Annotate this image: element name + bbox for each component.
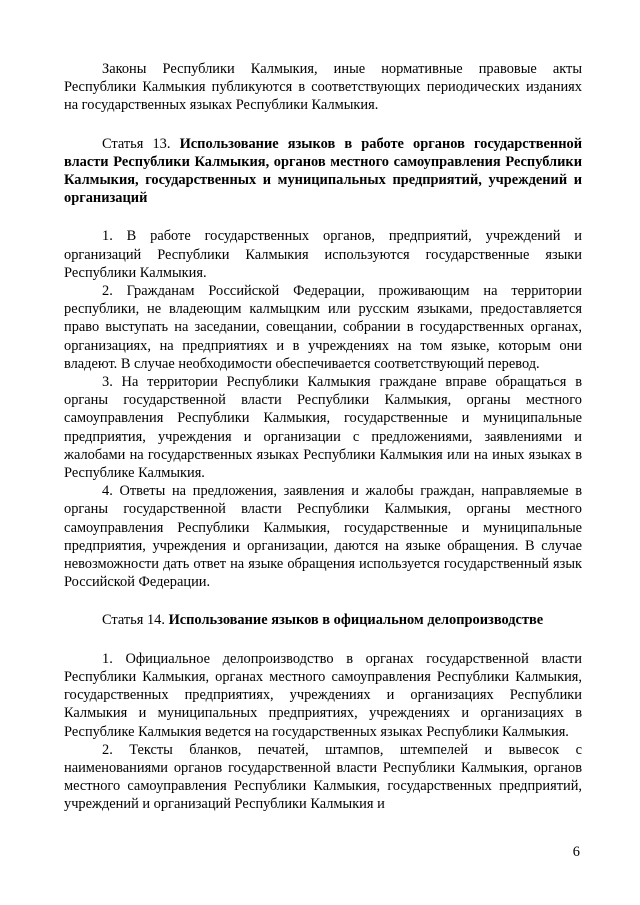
article-14-paragraph-2: 2. Тексты бланков, печатей, штампов, штемпелей и вывесок с наименованиями органов государственной власти Республики Калмыкия, органов местного самоуправления Республики Калмыкия, государственных предприятий, учреждений и организаций Республики Калмыкия и	[64, 741, 582, 813]
article-13-paragraph-2: 2. Гражданам Российской Федерации, проживающим на территории республики, не владеющим калмыцким или русским языками, предоставляется право выступать на заседании, совещании, собрании в государственных органах, организациях, на предприятиях и в учреждениях на том языке, которым они владеют. В случае необходимости обеспечивается соответствующий перевод.	[64, 283, 582, 372]
article-13-heading	[64, 135, 582, 208]
article-13-label: Статья 13.	[102, 135, 171, 152]
article-13-paragraph-1: 1. В работе государственных органов, предприятий, учреждений и организаций Республики Калмыкия используются государственные языки Республики Калмыкия.	[64, 228, 582, 281]
article-14-heading	[64, 611, 582, 629]
article-14-label: Статья 14.	[102, 612, 165, 629]
article-14-title: Использование языков в официальном делопроизводстве	[168, 612, 544, 629]
article-13-paragraph-4: 4. Ответы на предложения, заявления и жалобы граждан, направляемые в органы государственной власти Республики Калмыкия, органы местного самоуправления Республики Калмыкия, государственные и муниципальные предприятия, учреждения и организации, даются на языке обращения. В случае невозможности дать ответ на языке обращения используется государственный язык Российской Федерации.	[64, 483, 582, 591]
article-13-title: Использование языков в работе органов государственной власти Республики Калмыкия, органов местного самоуправления Республики Калмыкия, государственных и муниципальных предприятий, учреждений и организаций	[64, 135, 582, 207]
article-13-paragraph-3: 3. На территории Республики Калмыкия граждане вправе обращаться в органы государственной власти Республики Калмыкия, органы местного самоуправления Республики Калмыкия, государственные и муниципальные предприятия, учреждения и организации с предложениями, заявлениями и жалобами на государственных языках Республики Калмыкия или на иных языках в Республике Калмыкия.	[64, 374, 582, 482]
article-14-paragraph-1: 1. Официальное делопроизводство в органах государственной власти Республики Калмыкия, органах местного самоуправления Республики Калмыкия, государственных предприятиях, учреждениях и организациях Республики Калмыкия и муниципальных предприятиях, учреждениях и организациях в Республике Калмыкия ведется на государственных языках Республики Калмыкия.	[64, 650, 582, 740]
intro-paragraph: Законы Республики Калмыкия, иные нормативные правовые акты Республики Калмыкия публикуются в соответствующих периодических изданиях на государственных языках Республики Калмыкия.	[64, 61, 582, 114]
page-number: 6	[572, 844, 580, 860]
